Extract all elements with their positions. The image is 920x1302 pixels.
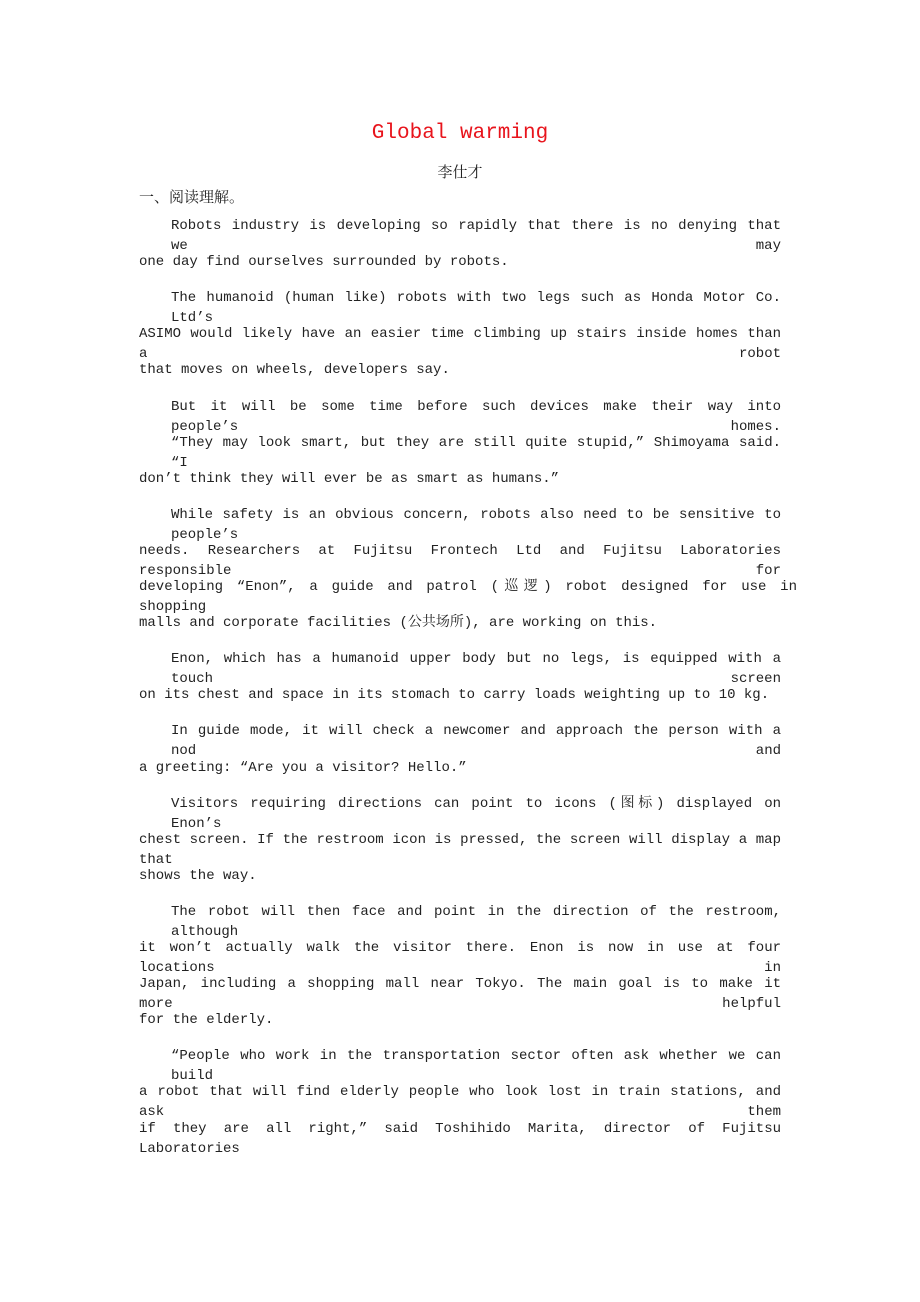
passage-line: Robots industry is developing so rapidly that there is no denying that we may [171,218,781,254]
passage-line: “People who work in the transportation sector often ask whether we can build [171,1048,781,1085]
passage-line: if they are all right,” said Toshihido Marita, director of Fujitsu Laboratories [139,1120,781,1157]
passage-line: don’t think they will ever be as smart as humans.” [139,470,560,487]
passage-line: a robot that will find elderly people who look lost in train stations, and ask them [139,1084,781,1121]
passage-line: a greeting: “Are you a visitor? Hello.” [139,759,467,776]
passage-line: Visitors requiring directions can point to icons (图标) displayed on Enon’s [171,795,781,832]
passage-line: needs. Researchers at Fujitsu Frontech Ltd and Fujitsu Laboratories responsible for [139,542,781,579]
passage-line: The robot will then face and point in the direction of the restroom, although [171,903,781,940]
passage-line: for the elderly. [139,1012,274,1029]
author-name: 李仕才 [437,163,483,181]
passage-line: developing “Enon”, a guide and patrol (巡逻) robot designed for use in shopping [139,579,797,615]
passage-line: on its chest and space in its stomach to carry loads weighting up to 10 kg. [139,687,770,704]
passage-line: Enon, which has a humanoid upper body but no legs, is equipped with a touch screen [171,651,781,688]
passage-line: Japan, including a shopping mall near Tokyo. The main goal is to make it more helpful [139,976,781,1013]
passage-line: “They may look smart, but they are still quite stupid,” Shimoyama said. “I [171,434,781,471]
passage-line: The humanoid (human like) robots with two legs such as Honda Motor Co. Ltd’s [171,290,781,327]
passage-line: chest screen. If the restroom icon is pressed, the screen will display a map that [139,831,781,868]
passage-line: shows the way. [139,867,257,884]
passage-line: In guide mode, it will check a newcomer and approach the person with a nod and [171,723,781,760]
passage-line: it won’t actually walk the visitor there. Enon is now in use at four locations in [139,940,781,976]
section-heading: 一、阅读理解。 [139,188,245,206]
passage-line: While safety is an obvious concern, robots also need to be sensitive to people’s [171,506,781,543]
passage-line: But it will be some time before such devices make their way into people’s homes. [171,398,781,435]
document-title: Global warming [371,122,549,145]
passage-line: one day find ourselves surrounded by robots. [139,254,509,271]
passage-line: ASIMO would likely have an easier time climbing up stairs inside homes than a robot [139,326,781,363]
passage-line: that moves on wheels, developers say. [139,362,450,379]
passage-line: malls and corporate facilities (公共场所), are working on this. [139,615,658,632]
